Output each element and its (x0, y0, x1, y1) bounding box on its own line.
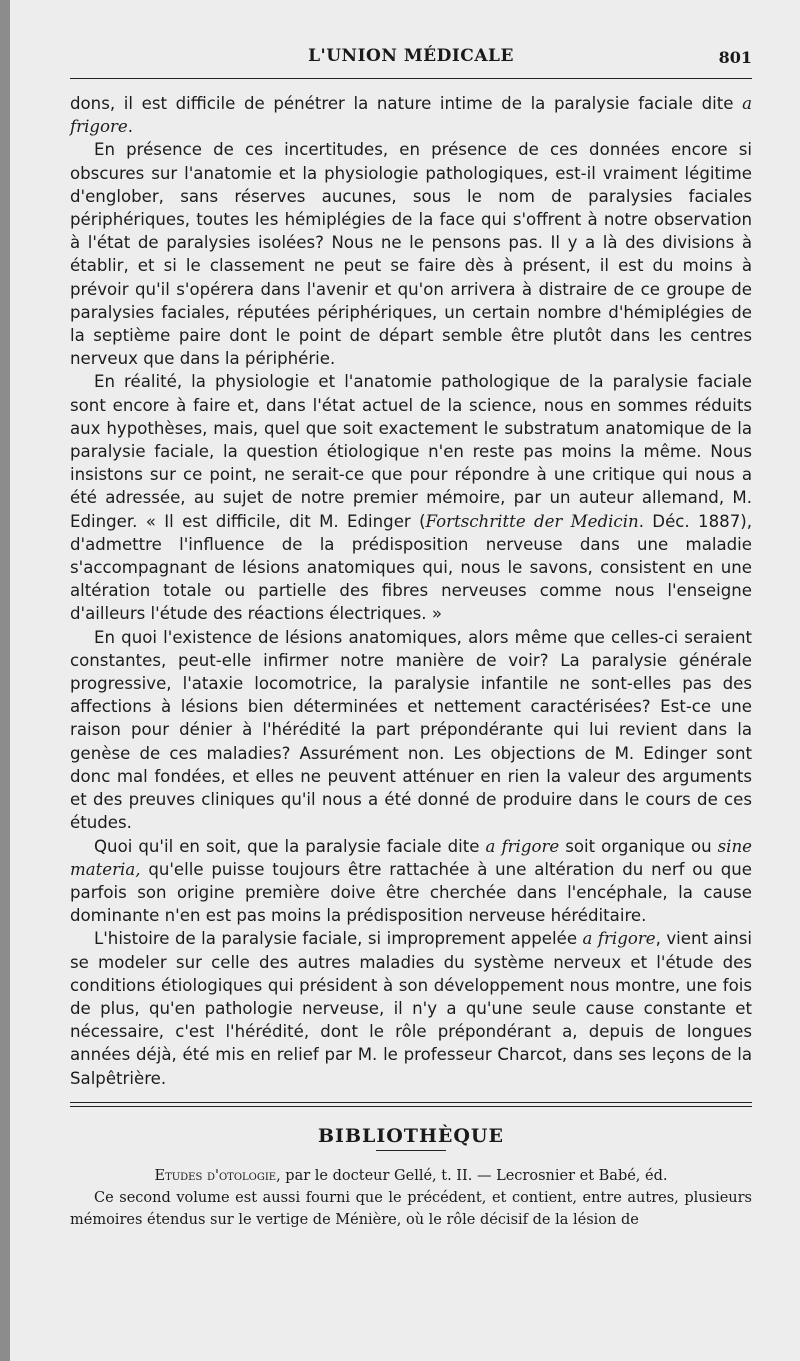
header-rule (70, 78, 752, 79)
page-number: 801 (718, 48, 752, 67)
italic-run: a frigore (485, 836, 560, 856)
paragraph-p4 (70, 626, 752, 835)
italic-run: Fortschritte der Medicin (425, 511, 639, 531)
italic-run: a frigore (70, 94, 752, 137)
text-run: Quoi qu'il en soit, que la paralysie faciale dite (94, 836, 486, 856)
journal-title: L'UNION MÉDICALE (308, 46, 514, 66)
text-run: . Déc. 1887), d'admettre l'influence de la prédisposition nerveuse dans une maladie s'accompagnant de lésions anatomiques qui, nous le savons, consistent en une altération totale ou partielle des fibres nerveuses comme nous l'enseigne d'ailleurs l'étude des réactions électriques. » (70, 511, 752, 624)
text-run: dons, il est difficile de pénétrer la nature intime de la paralysie faciale dite (70, 94, 743, 113)
section-title: BIBLIOTHÈQUE (318, 1124, 504, 1147)
running-header (70, 0, 752, 67)
italic-run: a frigore (582, 929, 656, 949)
review-entry-title: Etudes d'otologie, (154, 1167, 281, 1184)
italic-run: sine materia, (70, 836, 752, 879)
paragraph-p3 (70, 370, 752, 625)
book-review (70, 1165, 752, 1231)
review-entry-details: par le docteur Gellé, t. II. — Lecrosnier et Babé, éd. (280, 1167, 668, 1184)
article-body (70, 62, 752, 1090)
paragraph-p6 (70, 927, 752, 1089)
paragraph-p1 (70, 92, 752, 138)
paragraph-p2 (70, 138, 752, 370)
text-run: soit organique ou (559, 836, 718, 856)
review-text: Ce second volume est aussi fourni que le précédent, et contient, entre autres, plusieurs mémoires étendus sur le vertige de Ménière, où le rôle décisif de la lésion de (70, 1189, 752, 1228)
text-run: qu'elle puisse toujours être rattachée à une altération du nerf ou que parfois son origine première doive être cherchée dans l'encéphale, la cause dominante n'en est pas moins la prédisposition nerveuse héréditaire. (70, 859, 752, 926)
section-underline (376, 1150, 446, 1151)
text-run: L'histoire de la paralysie faciale, si improprement appelée (94, 929, 583, 949)
page (10, 0, 800, 1361)
section-divider (70, 1102, 752, 1107)
text-run: En présence de ces incertitudes, en présence de ces données encore si obscures sur l'anatomie et la physiologie pathologiques, est-il vraiment légitime d'englober, sans réserves aucunes, sous le nom de paralysies faciales périphériques, toutes les hémiplégies de la face qui s'offrent à notre observation à l'état de paralysies isolées? Nous ne le pensons pas. Il y a là des divisions à établir, et si le classement ne peut se faire dès à présent, il est du moins à prévoir qu'il s'opérera dans l'avenir et qu'on arrivera à distraire de ce groupe de paralysies faciales, réputées périphériques, un certain nombre d'hémiplégies de la septième paire dont le point de départ semble être plutôt dans les centres nerveux que dans la périphérie. (70, 140, 752, 369)
text-run: En quoi l'existence de lésions anatomiques, alors même que celles-ci seraient constantes, peut-elle infirmer notre manière de voir? La paralysie générale progressive, l'ataxie locomotrice, la paralysie infantile ne sont-elles pas des affections à lésions bien déterminées et nettement caractérisées? Est-ce une raison pour dénier à l'hérédité la part prépondérante qui lui revient dans la genèse de ces maladies? Assurément non. Les objections de M. Edinger sont donc mal fondées, et elles ne peuvent atténuer en rien la valeur des arguments et des preuves cliniques qu'il nous a été donné de produire dans le cours de ces études. (70, 627, 752, 833)
text-run: . (127, 117, 134, 137)
review-entry (70, 1165, 752, 1187)
paragraph-p5 (70, 835, 752, 928)
text-run: , vient ainsi se modeler sur celle des autres maladies du système nerveux et l'étude des conditions étiologiques qui président à son développement nous montre, une fois de plus, qu'en pathologie nerveuse, il n'y a qu'une seule cause constante et nécessaire, c'est l'hérédité, dont le rôle prépondérant a, depuis de longues années déjà, été mis en relief par M. le professeur Charcot, dans ses leçons de la Salpêtrière. (70, 929, 752, 1088)
text-run: En réalité, la physiologie et l'anatomie pathologique de la paralysie faciale sont encore à faire et, dans l'état actuel de la science, nous en sommes réduits aux hypothèses, mais, quel que soit exactement le substratum anatomique de la paralysie faciale, la question étiologique n'en reste pas moins la même. Nous insistons sur ce point, ne serait-ce que pour répondre à une critique qui nous a été adressée, au sujet de notre premier mémoire, par un auteur allemand, M. Edinger. « Il est difficile, dit M. Edinger ( (70, 372, 752, 531)
